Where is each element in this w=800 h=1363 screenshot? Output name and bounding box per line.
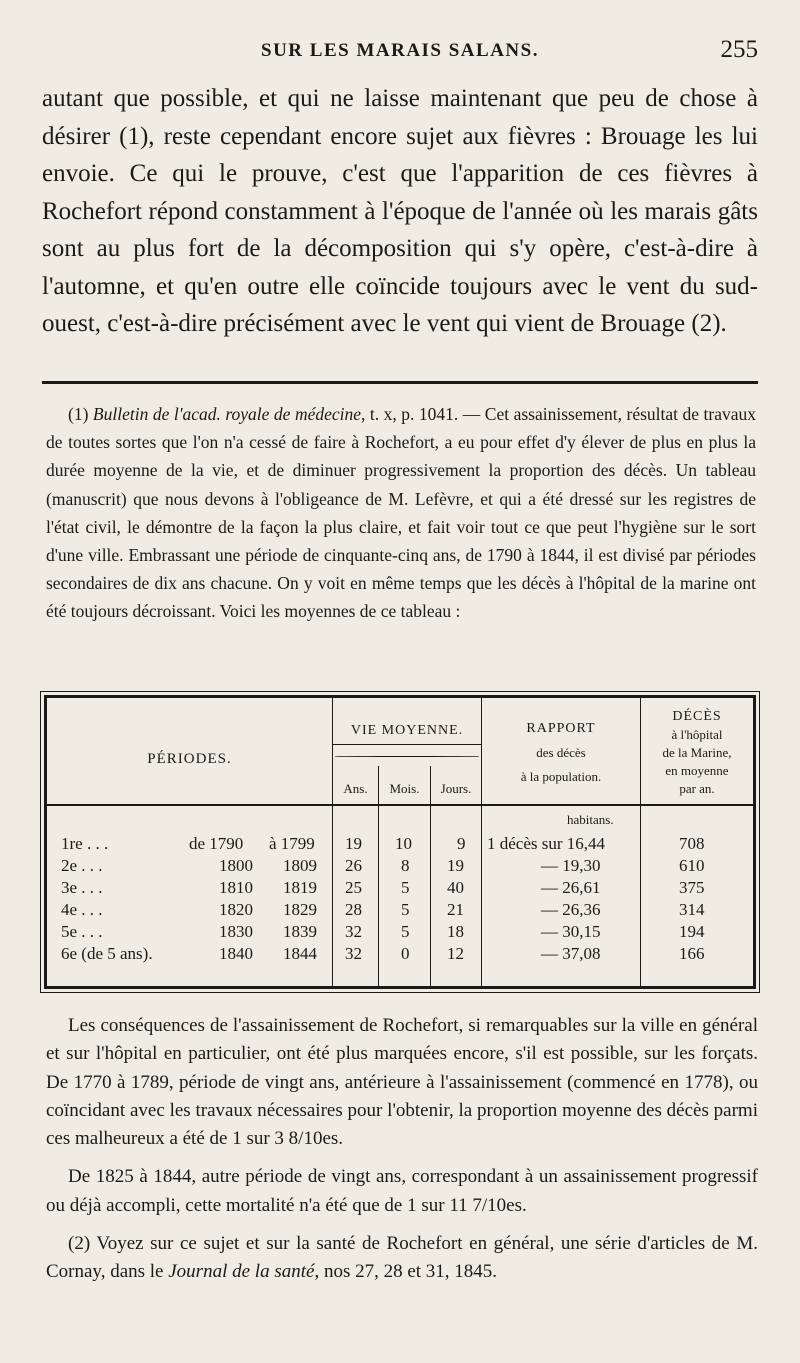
table-row: [47, 900, 753, 922]
cell-periode: 6e (de 5 ans).: [61, 944, 153, 963]
cell-a: à 1799: [269, 834, 315, 853]
footnote-1-citation-ref: , t. x, p. 1041. —: [361, 404, 485, 424]
cell-ans: 25: [345, 878, 362, 897]
cell-mois: 0: [401, 944, 410, 963]
cell-deces: 166: [679, 944, 705, 963]
cell-deces: 610: [679, 856, 705, 875]
footnote-1-marker: (1): [68, 404, 89, 424]
cell-mois: 5: [401, 900, 410, 919]
cell-ans: 28: [345, 900, 362, 919]
header-mois: Mois.: [389, 781, 420, 796]
header-rapport-sub2: à la population.: [520, 769, 602, 784]
cell-deces: 194: [679, 922, 705, 941]
cell-jours: 19: [447, 856, 464, 875]
cell-jours: 12: [447, 944, 464, 963]
cell-rapport: — 26,61: [541, 878, 601, 897]
cell-periode: 1re . . .: [61, 834, 109, 853]
header-vie-moyenne: VIE MOYENNE.: [350, 723, 464, 738]
page-number: 255: [720, 36, 758, 63]
footnote-separator: [42, 381, 758, 384]
header-unit: habitans.: [567, 812, 614, 827]
header-rapport: RAPPORT: [526, 721, 596, 736]
cell-ans: 26: [345, 856, 362, 875]
cell-jours: 9: [457, 834, 466, 853]
cell-rapport: — 37,08: [541, 944, 601, 963]
main-paragraph: [42, 80, 758, 343]
cell-rapport: — 19,30: [541, 856, 601, 875]
cell-periode: 3e . . .: [61, 878, 103, 897]
cell-periode: 2e . . .: [61, 856, 103, 875]
cell-a: 1844: [283, 944, 317, 963]
cell-rapport: 1 décès sur 16,44: [487, 834, 606, 853]
header-deces-sub4: par an.: [679, 781, 715, 796]
cell-deces: 375: [679, 878, 705, 897]
cell-de: 1820: [219, 900, 253, 919]
cell-a: 1819: [283, 878, 317, 897]
header-ans: Ans.: [343, 781, 368, 796]
cell-a: 1829: [283, 900, 317, 919]
cell-de: 1800: [219, 856, 253, 875]
paragraph-1825-1844: De 1825 à 1844, autre période de vingt ans, correspondant à un assainissement progressif ou déjà accompli, cette mortalité n'a été que de 1 sur 11 7/10es.: [46, 1166, 758, 1216]
cell-mois: 5: [401, 922, 410, 941]
running-header: [42, 36, 758, 66]
vie-moyenne-brace: [335, 756, 479, 757]
footnote-2-marker: (2): [68, 1233, 91, 1255]
cell-jours: 21: [447, 900, 464, 919]
header-periodes: PÉRIODES.: [147, 751, 232, 767]
continuation-text: [46, 1012, 758, 1287]
table-row: [47, 856, 753, 878]
header-rapport-sub1: des décès: [536, 745, 586, 760]
cell-mois: 10: [395, 834, 412, 853]
cell-a: 1839: [283, 922, 317, 941]
table-row: [47, 922, 753, 944]
header-deces-sub1: à l'hôpital: [671, 727, 723, 742]
header-jours: Jours.: [440, 781, 472, 796]
footnote-2: [46, 1230, 758, 1287]
cell-a: 1809: [283, 856, 317, 875]
header-deces-sub2: de la Marine,: [662, 745, 732, 760]
vie-moyenne-rule: [333, 744, 481, 745]
mortality-table: [44, 695, 756, 989]
cell-deces: 708: [679, 834, 705, 853]
cell-rapport: — 26,36: [541, 900, 601, 919]
cell-rapport: — 30,15: [541, 922, 601, 941]
cell-ans: 32: [345, 922, 362, 941]
table-row: [47, 878, 753, 900]
header-deces: DÉCÈS: [672, 709, 722, 724]
cell-mois: 8: [401, 856, 410, 875]
cell-de: 1810: [219, 878, 253, 897]
table-header-rule: [47, 804, 753, 806]
cell-ans: 19: [345, 834, 362, 853]
main-text: autant que possible, et qui ne laisse maintenant que peu de chose à désirer (1), reste cependant encore sujet aux fièvres : Brouage les lui envoie. Ce qui le prouve, c'est que l'apparition de ces fièvres à Rochefort répond constamment à l'époque de l'année où les marais gâts sont au plus fort de la décomposition qui s'y opère, c'est-à-dire à l'automne, et qu'en outre elle coïncide toujours avec le vent du sud-ouest, c'est-à-dire précisément avec le vent qui vient de Brouage (2).: [42, 85, 758, 337]
footnote-2-ref: , nos 27, 28 et 31, 1845.: [314, 1261, 498, 1283]
cell-de: 1830: [219, 922, 253, 941]
footnote-1-paragraph: [46, 400, 756, 626]
header-deces-sub3: en moyenne: [665, 763, 729, 778]
paragraph-forcats: Les conséquences de l'assainissement de Rochefort, si remarquables sur la ville en général et sur l'hôpital en particulier, ont été plus marquées encore, s'il est possible, sur les forçats. De 1770 à 1789, période de vingt ans, antérieure à l'assainissement (commencé en 1778), ou coïncidant avec les travaux nécessaires pour l'obtenir, la proportion moyenne des décès parmi ces malheureux a été de 1 sur 3 8/10es.: [46, 1015, 758, 1150]
footnote-2-text: Voyez sur ce sujet et sur la santé de Rochefort en général, une série d'articles de M. Cornay, dans le: [46, 1233, 758, 1283]
footnote-1-citation: Bulletin de l'acad. royale de médecine: [92, 404, 362, 424]
running-title: SUR LES MARAIS SALANS.: [261, 40, 539, 61]
cell-jours: 18: [447, 922, 464, 941]
cell-ans: 32: [345, 944, 362, 963]
footnote-2-journal: Journal de la santé: [168, 1261, 315, 1283]
cell-deces: 314: [679, 900, 705, 919]
table-row: [47, 834, 753, 856]
cell-periode: 4e . . .: [61, 900, 103, 919]
cell-de: 1840: [219, 944, 253, 963]
cell-periode: 5e . . .: [61, 922, 103, 941]
cell-mois: 5: [401, 878, 410, 897]
cell-de: de 1790: [189, 834, 244, 853]
footnote-1: [46, 400, 756, 626]
cell-jours: 40: [447, 878, 464, 897]
table-row: [47, 944, 753, 966]
footnote-1-text: Cet assainissement, résultat de travaux de toutes sortes que l'on n'a cessé de faire à Rochefort, a eu pour effet d'y élever de plus en plus la durée moyenne de la vie, et de diminuer progressivement la proportion des décès. Un tableau (manuscrit) que nous devons à l'obligeance de M. Lefèvre, et qui a été dressé sur les registres de l'état civil, le démontre de la façon la plus claire, et fait voir tout ce que peut l'hygiène sur le sort d'une ville. Embrassant une période de cinquante-cinq ans, de 1790 à 1844, il est divisé par périodes secondaires de dix ans chacune. On y voit en même temps que les décès à l'hôpital de la marine ont été toujours décroissant. Voici les moyennes de ce tableau :: [46, 404, 757, 622]
